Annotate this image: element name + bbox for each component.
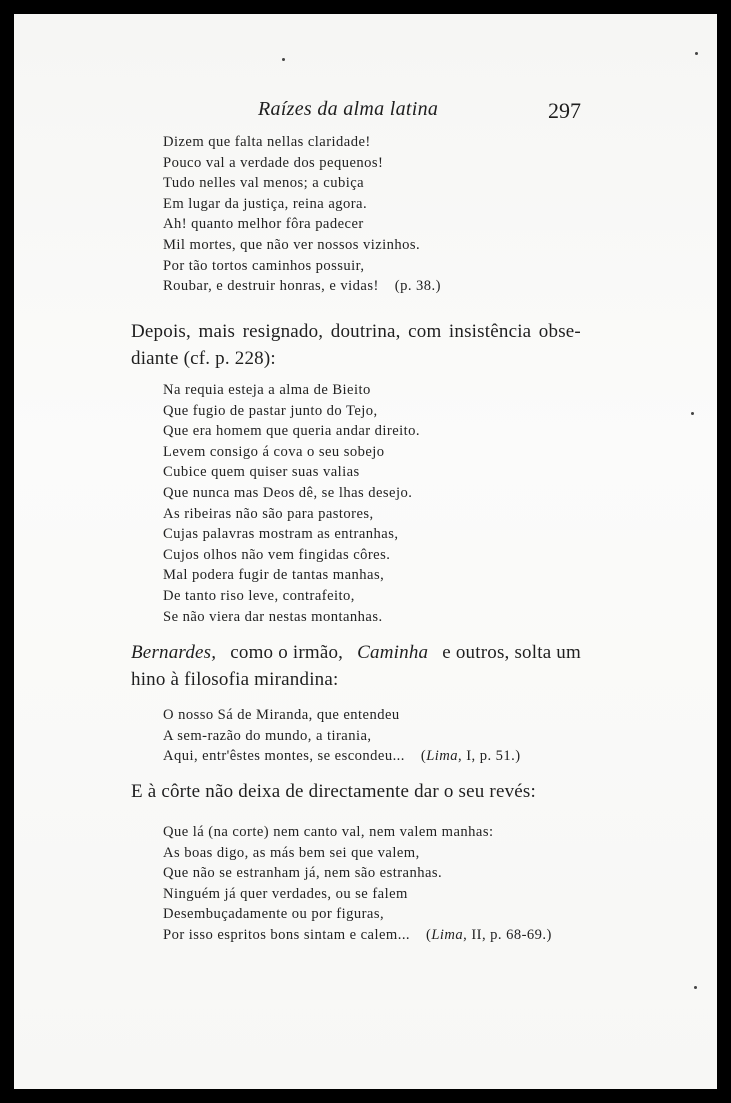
citation-paren: (	[420, 748, 427, 765]
paragraph-1	[131, 318, 581, 372]
prose-line: E à côrte não deixa de directamente dar o seu revés:	[131, 781, 536, 802]
phrase: como o irmão,	[230, 642, 344, 663]
poem-quote-3	[163, 705, 521, 767]
verse-text: Aqui, entr'êstes montes, se escondeu...	[163, 748, 405, 765]
paragraph-2	[131, 639, 581, 693]
ink-speck	[694, 986, 697, 989]
verse-line: Que não se estranham já, nem são estranhas.	[163, 865, 443, 882]
ink-speck	[695, 52, 698, 55]
poem-quote-1	[163, 132, 441, 297]
paragraph-3	[131, 778, 581, 805]
word: doutrina,	[330, 321, 401, 342]
verse-line: Ninguém já quer verdades, ou se falem	[163, 885, 408, 902]
poem-quote-2	[163, 380, 420, 627]
verse-line: De tanto riso leve, contrafeito,	[163, 587, 355, 604]
running-head	[14, 94, 717, 130]
citation-rest: , I, p. 51.)	[458, 748, 521, 765]
verse-line: Pouco val a verdade dos pequenos!	[163, 154, 384, 171]
verse-line: Mal podera fugir de tantas manhas,	[163, 567, 385, 584]
citation	[421, 748, 521, 764]
phrase: e outros, solta um	[442, 642, 581, 663]
prose-line: diante (cf. p. 228):	[131, 348, 276, 369]
verse-line: Por tão tortos caminhos possuir,	[163, 257, 365, 274]
verse-line: O nosso Sá de Miranda, que entendeu	[163, 707, 400, 723]
verse-line: Dizem que falta nellas claridade!	[163, 134, 371, 150]
citation-rest: , II, p. 68-69.)	[463, 926, 552, 943]
verse-line: Que lá (na corte) nem canto val, nem valem manhas:	[163, 824, 494, 840]
prose-line-justified	[131, 639, 581, 666]
verse-text: Roubar, e destruir honras, e vidas!	[163, 278, 379, 295]
citation-work: Lima	[431, 926, 464, 943]
prose-line: hino à filosofia mirandina:	[131, 669, 339, 690]
verse-line: As ribeiras não são para pastores,	[163, 505, 374, 522]
poem-quote-4	[163, 822, 552, 946]
verse-line: Cujos olhos não vem fingidas côres.	[163, 546, 391, 563]
ink-speck	[282, 58, 285, 61]
verse-line: Cubice quem quiser suas valias	[163, 464, 360, 481]
verse-line: Que era homem que queria andar direito.	[163, 423, 421, 440]
verse-line: Em lugar da justiça, reina agora.	[163, 195, 368, 212]
word: Depois,	[131, 321, 191, 342]
word: insistência	[448, 321, 532, 342]
verse-line: Que nunca mas Deos dê, se lhas desejo.	[163, 484, 413, 501]
verse-line: A sem-razão do mundo, a tirania,	[163, 727, 372, 744]
citation	[426, 927, 552, 943]
running-title: Raízes da alma latina	[258, 98, 439, 120]
verse-line: Ah! quanto melhor fôra padecer	[163, 216, 364, 233]
verse-line: Levem consigo á cova o seu sobejo	[163, 443, 385, 460]
word: resignado,	[242, 321, 324, 342]
word: mais	[198, 321, 236, 342]
verse-line: Desembuçadamente ou por figuras,	[163, 906, 385, 923]
verse-line: Na requia esteja a alma de Bieito	[163, 382, 371, 398]
verse-text: Por isso espritos bons sintam e calem...	[163, 926, 411, 943]
name-caminha: Caminha	[357, 642, 429, 663]
page-number: 297	[548, 98, 581, 123]
citation-work: Lima	[426, 748, 458, 765]
citation: (p. 38.)	[394, 278, 441, 295]
verse-line	[163, 746, 521, 767]
citation-paren: (	[426, 926, 432, 943]
verse-line: Que fugio de pastar junto do Tejo,	[163, 402, 378, 419]
verse-line	[163, 925, 552, 946]
verse-line: Cujas palavras mostram as entranhas,	[163, 526, 399, 543]
verse-line: Se não viera dar nestas montanhas.	[163, 608, 383, 625]
verse-line: Tudo nelles val menos; a cubiça	[163, 175, 365, 192]
verse-line	[163, 276, 441, 297]
verse-line: Mil mortes, que não ver nossos vizinhos.	[163, 236, 421, 253]
ink-speck	[691, 412, 694, 415]
word: obse-	[538, 321, 581, 342]
word: com	[408, 321, 442, 342]
book-page	[14, 14, 717, 1089]
name-bernardes: Bernardes,	[131, 642, 217, 663]
verse-line: As boas digo, as más bem sei que valem,	[163, 844, 420, 861]
prose-line-justified	[131, 318, 581, 345]
